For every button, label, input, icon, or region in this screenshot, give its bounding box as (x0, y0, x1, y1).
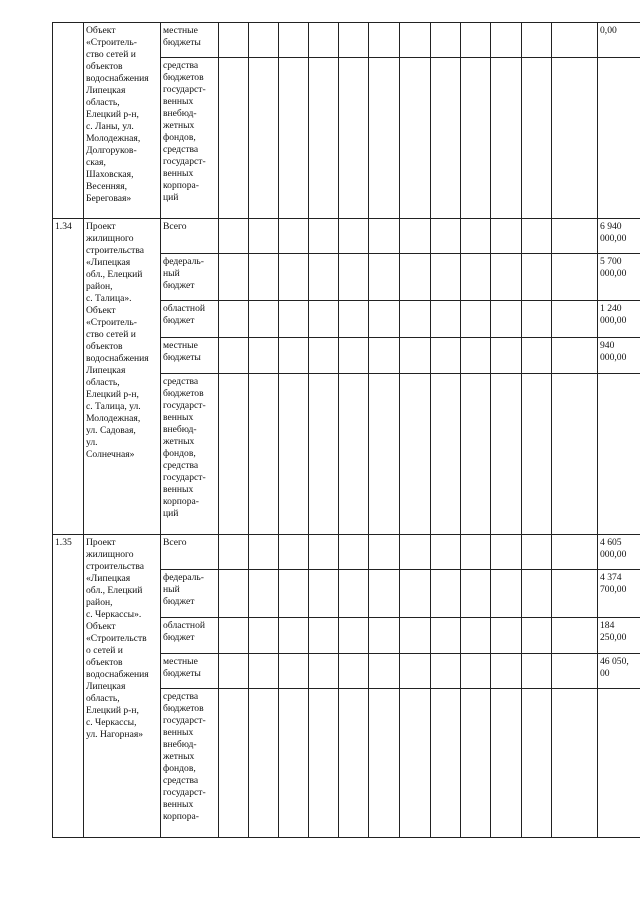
year-cell (400, 570, 431, 618)
funding-source-cell (161, 654, 219, 689)
year-cell (369, 374, 400, 535)
year-cell (431, 254, 461, 301)
year-cell (369, 618, 400, 654)
year-cell (219, 689, 249, 838)
year-cell (400, 374, 431, 535)
year-cell (461, 219, 491, 254)
year-cell (249, 219, 279, 254)
funding-source-cell (161, 338, 219, 374)
year-cell (431, 618, 461, 654)
year-cell (491, 570, 522, 618)
funding-source-cell (161, 301, 219, 338)
object-name: Проект жилищного строительства «Липецкая обл., Елецкий район, с. Талица». Объект «Строитель- ство сетей и объектов водоснабжения Липецкая область, Елецкий р-н, с. Талица, ул. Молодежная, ул. Садовая, ул. Солнечная» (86, 221, 149, 460)
year-cell (400, 654, 431, 689)
amount-value: 4 605 000,00 (600, 537, 627, 560)
year-cell (309, 338, 339, 374)
year-cell (552, 338, 598, 374)
year-cell (249, 570, 279, 618)
year-cell (279, 23, 309, 58)
amount-value: 6 940 000,00 (600, 221, 627, 244)
year-cell (309, 570, 339, 618)
year-cell (249, 301, 279, 338)
amount-cell (598, 338, 640, 374)
year-cell (552, 219, 598, 254)
year-cell (552, 654, 598, 689)
year-cell (339, 618, 369, 654)
year-cell (461, 338, 491, 374)
year-cell (400, 535, 431, 570)
year-cell (522, 535, 552, 570)
year-cell (369, 689, 400, 838)
year-cell (400, 689, 431, 838)
funding-source: местные бюджеты (163, 656, 201, 679)
amount-cell (598, 570, 640, 618)
year-cell (400, 254, 431, 301)
year-cell (309, 23, 339, 58)
funding-source: областной бюджет (163, 620, 206, 643)
year-cell (219, 618, 249, 654)
amount-cell (598, 374, 640, 535)
year-cell (552, 689, 598, 838)
year-cell (431, 535, 461, 570)
amount-cell (598, 654, 640, 689)
year-cell (219, 301, 249, 338)
year-cell (431, 570, 461, 618)
year-cell (369, 570, 400, 618)
year-cell (491, 301, 522, 338)
year-cell (369, 219, 400, 254)
year-cell (339, 219, 369, 254)
year-cell (552, 535, 598, 570)
year-cell (369, 301, 400, 338)
year-cell (249, 254, 279, 301)
amount-value: 0,00 (600, 25, 617, 36)
year-cell (431, 654, 461, 689)
year-cell (339, 338, 369, 374)
year-cell (431, 689, 461, 838)
year-cell (369, 23, 400, 58)
year-cell (369, 254, 400, 301)
year-cell (339, 654, 369, 689)
year-cell (431, 374, 461, 535)
funding-source: местные бюджеты (163, 340, 201, 363)
year-cell (279, 338, 309, 374)
amount-value: 4 374 700,00 (600, 572, 627, 595)
amount-cell (598, 23, 640, 58)
year-cell (309, 374, 339, 535)
object-name-cell (84, 535, 161, 838)
year-cell (491, 654, 522, 689)
funding-source: местные бюджеты (163, 25, 201, 48)
funding-source: Всего (163, 221, 187, 232)
amount-cell (598, 618, 640, 654)
year-cell (400, 618, 431, 654)
year-cell (522, 654, 552, 689)
funding-source-cell (161, 689, 219, 838)
year-cell (339, 689, 369, 838)
funding-source: федераль- ный бюджет (163, 256, 204, 291)
year-cell (279, 219, 309, 254)
year-cell (461, 23, 491, 58)
year-cell (461, 570, 491, 618)
year-cell (552, 570, 598, 618)
funding-source: средства бюджетов государст- венных внебюд- жетных фондов, средства государст- венных корпора- ций (163, 60, 206, 203)
year-cell (431, 301, 461, 338)
year-cell (339, 23, 369, 58)
amount-cell (598, 254, 640, 301)
amount-value: 940 000,00 (600, 340, 627, 363)
year-cell (309, 301, 339, 338)
amount-cell (598, 58, 640, 219)
year-cell (249, 338, 279, 374)
table-row (53, 219, 640, 254)
year-cell (552, 58, 598, 219)
year-cell (522, 23, 552, 58)
year-cell (552, 374, 598, 535)
budget-table (52, 22, 640, 838)
year-cell (369, 58, 400, 219)
year-cell (461, 618, 491, 654)
funding-source: Всего (163, 537, 187, 548)
funding-source: средства бюджетов государст- венных внебюд- жетных фондов, средства государст- венных корпора- ций (163, 376, 206, 519)
year-cell (491, 689, 522, 838)
year-cell (309, 689, 339, 838)
row-number-cell (53, 219, 84, 535)
year-cell (339, 58, 369, 219)
funding-source-cell (161, 254, 219, 301)
year-cell (431, 23, 461, 58)
year-cell (309, 254, 339, 301)
year-cell (219, 654, 249, 689)
year-cell (279, 618, 309, 654)
year-cell (249, 535, 279, 570)
year-cell (279, 535, 309, 570)
year-cell (400, 301, 431, 338)
year-cell (491, 374, 522, 535)
object-name-cell (84, 23, 161, 219)
year-cell (279, 654, 309, 689)
year-cell (309, 219, 339, 254)
year-cell (522, 301, 552, 338)
amount-value: 46 050, 00 (600, 656, 629, 679)
row-number-cell (53, 23, 84, 219)
year-cell (431, 219, 461, 254)
amount-cell (598, 219, 640, 254)
funding-source-cell (161, 374, 219, 535)
funding-source-cell (161, 618, 219, 654)
year-cell (279, 374, 309, 535)
year-cell (249, 23, 279, 58)
year-cell (339, 254, 369, 301)
table-body (53, 23, 640, 838)
year-cell (219, 23, 249, 58)
year-cell (552, 254, 598, 301)
year-cell (219, 338, 249, 374)
funding-source-cell (161, 570, 219, 618)
year-cell (400, 23, 431, 58)
year-cell (522, 570, 552, 618)
funding-source-cell (161, 58, 219, 219)
year-cell (491, 23, 522, 58)
funding-source-cell (161, 219, 219, 254)
year-cell (552, 23, 598, 58)
year-cell (339, 535, 369, 570)
funding-source: областной бюджет (163, 303, 206, 326)
year-cell (522, 689, 552, 838)
year-cell (369, 535, 400, 570)
year-cell (400, 338, 431, 374)
year-cell (522, 618, 552, 654)
amount-value: 5 700 000,00 (600, 256, 627, 279)
row-number: 1.34 (55, 221, 72, 232)
year-cell (491, 254, 522, 301)
funding-source-cell (161, 535, 219, 570)
year-cell (491, 535, 522, 570)
row-number-cell (53, 535, 84, 838)
year-cell (339, 374, 369, 535)
amount-cell (598, 301, 640, 338)
amount-cell (598, 689, 640, 838)
year-cell (309, 58, 339, 219)
year-cell (461, 58, 491, 219)
year-cell (339, 570, 369, 618)
funding-source-cell (161, 23, 219, 58)
year-cell (552, 301, 598, 338)
year-cell (219, 254, 249, 301)
year-cell (461, 374, 491, 535)
year-cell (279, 570, 309, 618)
year-cell (461, 301, 491, 338)
year-cell (491, 219, 522, 254)
amount-value: 1 240 000,00 (600, 303, 627, 326)
year-cell (522, 58, 552, 219)
year-cell (369, 654, 400, 689)
year-cell (279, 254, 309, 301)
year-cell (219, 374, 249, 535)
year-cell (522, 338, 552, 374)
year-cell (249, 654, 279, 689)
funding-source: средства бюджетов государст- венных внебюд- жетных фондов, средства государст- венных корпора- (163, 691, 206, 822)
year-cell (431, 58, 461, 219)
year-cell (522, 219, 552, 254)
year-cell (309, 535, 339, 570)
year-cell (249, 689, 279, 838)
year-cell (522, 374, 552, 535)
year-cell (339, 301, 369, 338)
year-cell (461, 689, 491, 838)
year-cell (219, 535, 249, 570)
year-cell (400, 219, 431, 254)
year-cell (249, 58, 279, 219)
year-cell (491, 338, 522, 374)
object-name: Проект жилищного строительства «Липецкая обл., Елецкий район, с. Черкассы». Объект «Строительств о сетей и объектов водоснабжения Липецкая область, Елецкий р-н, с. Черкассы, ул. Нагорная» (86, 537, 149, 740)
year-cell (522, 254, 552, 301)
object-name: Объект «Строитель- ство сетей и объектов водоснабжения Липецкая область, Елецкий р-н, с. Ланы, ул. Молодежная, Долгоруков- ская, Шаховская, Весенняя, Береговая» (86, 25, 149, 204)
year-cell (219, 570, 249, 618)
year-cell (309, 618, 339, 654)
amount-value: 184 250,00 (600, 620, 627, 643)
year-cell (461, 535, 491, 570)
amount-cell (598, 535, 640, 570)
year-cell (309, 654, 339, 689)
year-cell (219, 219, 249, 254)
table-row (53, 535, 640, 570)
year-cell (491, 58, 522, 219)
funding-source: федераль- ный бюджет (163, 572, 204, 607)
year-cell (249, 374, 279, 535)
year-cell (279, 58, 309, 219)
year-cell (279, 301, 309, 338)
year-cell (279, 689, 309, 838)
row-number: 1.35 (55, 537, 72, 548)
year-cell (431, 338, 461, 374)
year-cell (369, 338, 400, 374)
year-cell (491, 618, 522, 654)
year-cell (249, 618, 279, 654)
object-name-cell (84, 219, 161, 535)
year-cell (461, 254, 491, 301)
year-cell (461, 654, 491, 689)
year-cell (400, 58, 431, 219)
table-row (53, 23, 640, 58)
year-cell (219, 58, 249, 219)
year-cell (552, 618, 598, 654)
